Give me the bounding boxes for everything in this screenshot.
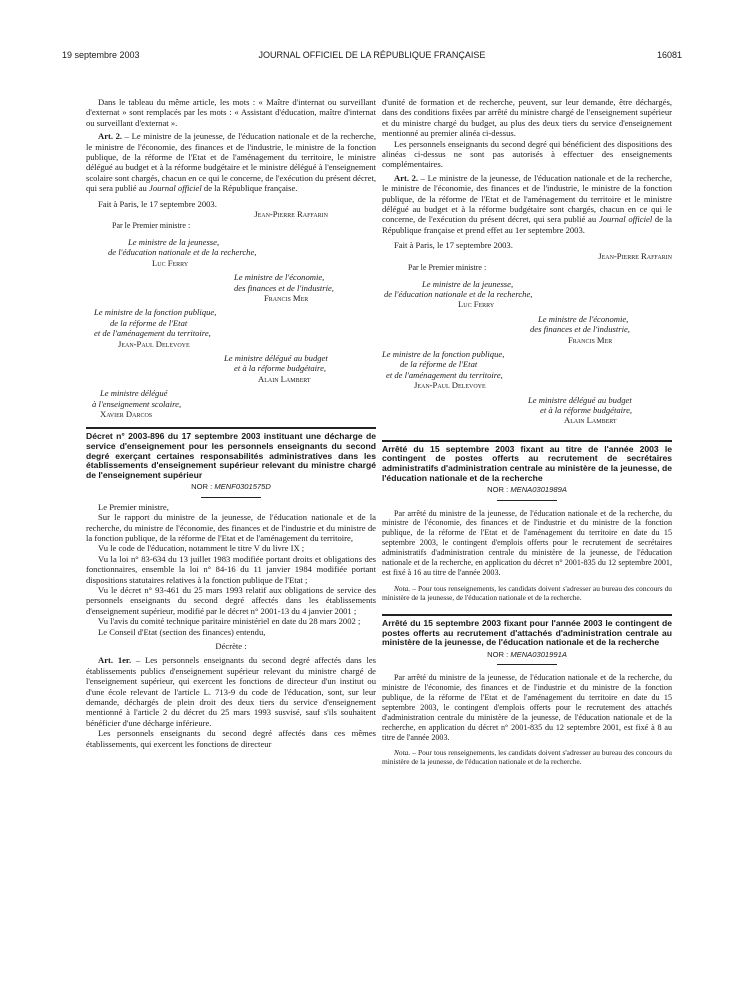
decree-title: Décret n° 2003-896 du 17 septembre 2003 instituant une décharge de service d'enseignement pour les personnels enseignants du second degré exerçant certaines responsabilités administratives dans les établissements d'enseignement supérieur relevant du ministre chargé de l'enseignement supérieur [86, 431, 376, 480]
minister-block: Le ministre délégué à l'enseignement scolaire, Xavier Darcos [92, 388, 182, 419]
paragraph: Dans le tableau du même article, les mots : « Maître d'internat ou surveillant d'externat » sont remplacés par les mots : « Assistant d'éducation, maître d'internat ou surveillant d'externat ». [86, 97, 376, 128]
minister-block: Le ministre délégué au budget et à la réforme budgétaire, Alain Lambert [528, 394, 633, 426]
signatory-name: Jean-Pierre Raffarin [598, 250, 672, 261]
paragraph: d'unité de formation et de recherche, peuvent, sur leur demande, être déchargés, dans des conditions fixées par arrêté du ministre chargé de l'enseignement supérieur et du ministre chargé du budget, au plus des deux tiers du service d'enseignement mentionné au premier alinéa ci-dessus. [382, 97, 672, 139]
paragraph: Vu l'avis du comité technique paritaire ministériel en date du 28 mars 2002 ; [98, 616, 361, 627]
section-divider [382, 614, 672, 616]
decrete-heading: Décrète : [215, 641, 247, 652]
minister-block: Le ministre de l'économie, des finances et de l'industrie, Francis Mer [234, 272, 334, 303]
header-page-number: 16081 [656, 50, 682, 60]
signature-date: Fait à Paris, le 17 septembre 2003. [98, 198, 217, 209]
short-divider [497, 664, 557, 665]
paragraph: Vu la loi n° 83-634 du 13 juillet 1983 modifiée portant droits et obligations des fonctionnaires, ensemble la loi n° 84-16 du 11 janvier 1984 modifiée portant dispositions statutaires relatives à la fonction publique de l'Etat ; [86, 553, 376, 585]
nor-reference: NOR : MENF0301575D [191, 482, 271, 492]
minister-block: Le ministre de la jeunesse, de l'éducation nationale et de la recherche, Luc Ferry [108, 236, 257, 268]
nor-reference: NOR : MENA0301989A [487, 485, 567, 495]
signature-date: Fait à Paris, le 17 septembre 2003. [394, 240, 513, 251]
paragraph: Le Conseil d'Etat (section des finances) entendu, [98, 626, 266, 637]
short-divider [497, 500, 557, 501]
nota-paragraph: Nota. – Pour tous renseignements, les candidats doivent s'adresser au bureau des concours du ministère de la jeunesse, de l'éducation nationale et de la recherche. [382, 583, 672, 602]
header-journal-title: JOURNAL OFFICIEL DE LA RÉPUBLIQUE FRANÇAISE [258, 50, 486, 60]
article-2: Art. 2. – Le ministre de la jeunesse, de l'éducation nationale et de la recherche, le ministre de l'économie, des finances et de l'industrie, le ministre de la fonction publique, de la réforme de l'Etat et de l'aménagement du territoire, le ministre délégué au budget et à la réforme budgétaire et le ministre délégué à l'enseignement scolaire sont chargés, chacun en ce qui le concerne, de l'exécution du présent décret, qui sera publié au Journal officiel de la République française. [86, 131, 376, 194]
paragraph: Les personnels enseignants du second degré affectés dans ces mêmes établissements, qui exercent les fonctions de directeur [86, 728, 376, 749]
minister-block: Le ministre de la jeunesse, de l'éducation nationale et de la recherche, Luc Ferry [384, 278, 533, 310]
paragraph: Sur le rapport du ministre de la jeunesse, de l'éducation nationale et de la recherche, du ministre de l'économie, des finances et de l'industrie et du ministre de la fonction publique, de la réforme de l'Etat et de l'aménagement du territoire, [86, 512, 376, 543]
minister-block: Le ministre de l'économie, des finances et de l'industrie, Francis Mer [530, 313, 630, 345]
paragraph: Le Premier ministre, [98, 501, 169, 512]
right-column [382, 97, 672, 766]
paragraph: Vu le code de l'éducation, notamment le titre V du livre IX ; [98, 543, 305, 554]
signatory-label: Par le Premier ministre : [112, 221, 191, 231]
minister-block: Le ministre délégué au budget et à la réforme budgétaire, Alain Lambert [224, 352, 328, 384]
arrete-title: Arrêté du 15 septembre 2003 fixant au titre de l'année 2003 le contingent de postes offerts au recrutement de secrétaires administratifs d'administration centrale au ministère de la jeunesse, de l'éducation nationale et de la recherche [382, 443, 672, 483]
article-2: Art. 2. – Le ministre de la jeunesse, de l'éducation nationale et de la recherche, le ministre de l'économie, des finances et de l'industrie, le ministre de la fonction publique, de la réforme de l'Etat et de l'aménagement du territoire et le ministre délégué au budget et à la réforme budgétaire sont chargés, chacun en ce qui le concerne, de l'exécution du présent décret, qui sera publié au Journal officiel de la République française et prend effet au 1er septembre 2003. [382, 172, 672, 235]
section-divider [86, 427, 376, 429]
minister-block: Le ministre de la fonction publique, de la réforme de l'Etat et de l'aménagement du territoire, Jean-Paul Delevoye [382, 348, 505, 391]
paragraph: Par arrêté du ministre de la jeunesse, de l'éducation nationale et de la recherche, du ministre de l'économie, des finances et de l'industrie et du ministre de la fonction publique, de la réforme de l'Etat et de l'aménagement du territoire en date du 15 septembre 2003, le contingent d'emplois offerts pour le recrutement de secrétaires administratifs d'administration centrale du ministère de la jeunesse, de l'éducation nationale et de la recherche, en application du décret n° 2001-835 du 12 septembre 2001, est fixé à 16 au titre de l'année 2003. [382, 508, 672, 577]
short-divider [201, 497, 261, 498]
paragraph: Les personnels enseignants du second degré qui bénéficient des dispositions des alinéas ci-dessus ne sont pas autorisés à effectuer des enseignements complémentaires. [382, 138, 672, 170]
left-column [86, 97, 376, 749]
signatory-name: Jean-Pierre Raffarin [254, 209, 328, 220]
nota-paragraph: Nota. – Pour tous renseignements, les candidats doivent s'adresser au bureau des concours du ministère de la jeunesse, de l'éducation nationale et de la recherche. [382, 748, 672, 767]
section-divider [382, 440, 672, 442]
arrete-title: Arrêté du 15 septembre 2003 fixant pour l'année 2003 le contingent de postes offerts au recrutement d'attachés d'administration centrale au ministère de la jeunesse, de l'éducation nationale et de la recherche [382, 617, 672, 648]
article-1: Art. 1er. – Les personnels enseignants du second degré affectés dans les établissements publics d'enseignement supérieur relevant du ministre chargé de l'enseignement supérieur, qui exercent les fonctions de directeur d'un institut ou d'une école relevant de l'article L. 713-9 du code de l'éducation, sont, sur leur demande, déchargés de plein droit des deux tiers du service d'enseignement mentionné à l'article 2 du décret du 25 mars 1993 susvisé, sauf s'ils souhaitent bénéficier d'une décharge inférieure. [86, 655, 376, 728]
minister-block: Le ministre de la fonction publique, de la réforme de l'Etat et de l'aménagement du territoire, Jean-Paul Delevoye [94, 307, 217, 349]
paragraph: Vu le décret n° 93-461 du 25 mars 1993 relatif aux obligations de service des personnels enseignants du second degré affectés dans les établissements d'enseignement supérieur, modifié par le décret n° 2001-13 du 4 janvier 2001 ; [86, 585, 376, 616]
header-date: 19 septembre 2003 [62, 50, 140, 60]
nor-reference: NOR : MENA0301991A [487, 649, 567, 659]
signatory-label: Par le Premier ministre : [408, 263, 487, 273]
paragraph: Par arrêté du ministre de la jeunesse, de l'éducation nationale et de la recherche, du ministre de l'économie, des finances et de l'industrie et du ministre de la fonction publique, de la réforme de l'Etat et de l'aménagement du territoire en date du 15 septembre 2003, le contingent d'emplois offerts pour le recrutement des attachés d'administration centrale du ministère de la jeunesse, de l'éducation nationale et de la recherche, en application du décret n° 2001-835 du 12 septembre 2001, est fixé à 8 au titre de l'année 2003. [382, 673, 672, 742]
